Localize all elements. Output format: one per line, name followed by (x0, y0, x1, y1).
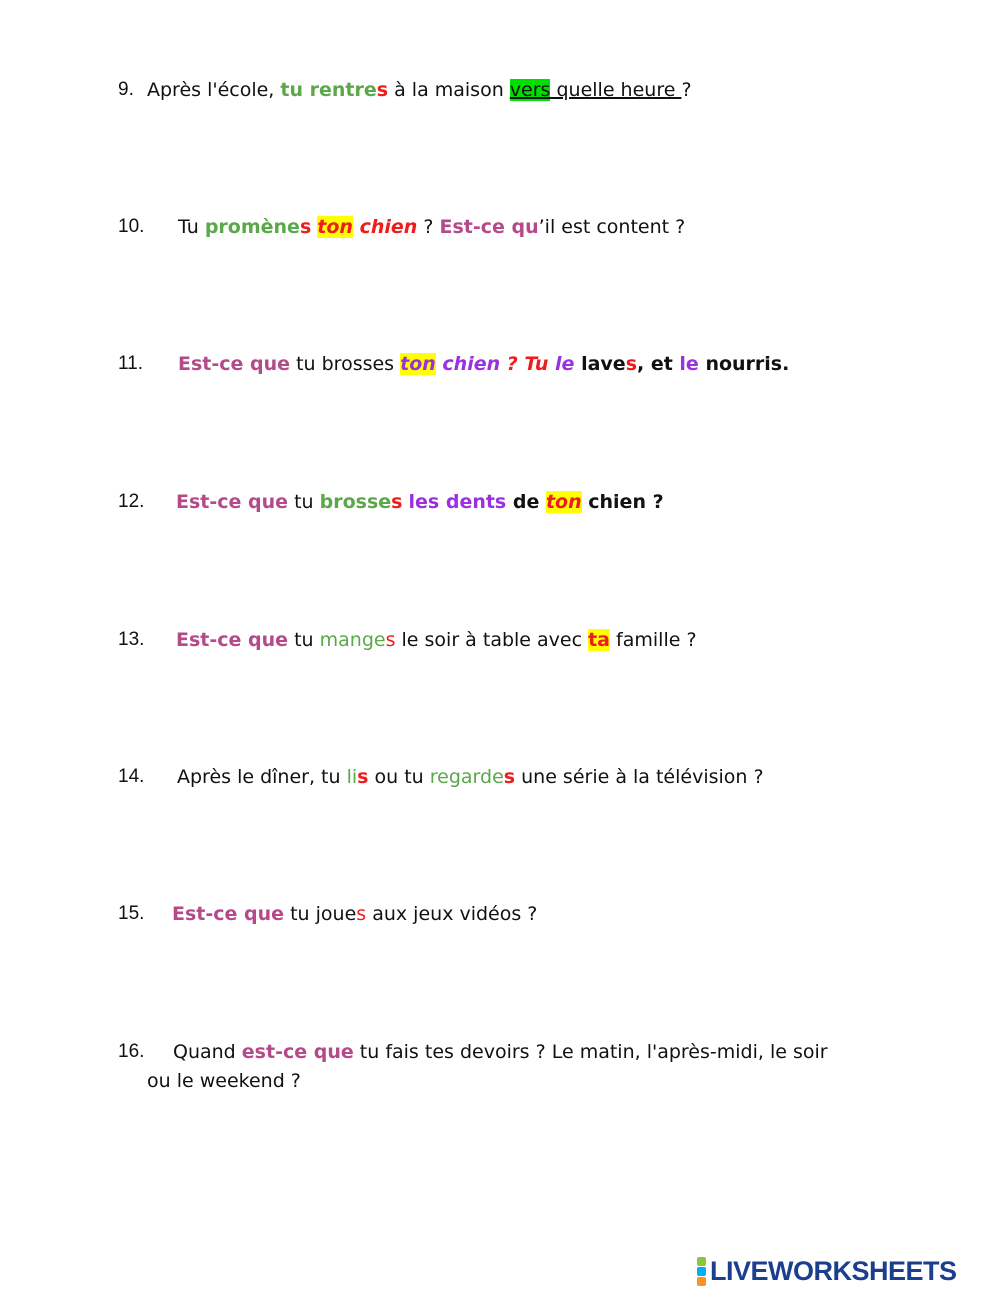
text-segment: tu rentre (280, 79, 377, 101)
text-segment: Est-ce que (178, 353, 291, 375)
text-segment: à la maison (388, 79, 510, 101)
question-number: 13. (118, 629, 145, 650)
question-text (177, 764, 764, 790)
text-segment: ? Tu (500, 353, 556, 375)
question-number: 14. (118, 766, 145, 787)
text-segment: quelle heure (550, 79, 682, 101)
liveworksheets-logo[interactable] (697, 1256, 957, 1286)
text-segment: Tu (178, 216, 205, 238)
question-number: 10. (118, 216, 145, 237)
question-text (178, 214, 685, 240)
text-segment: ? (681, 79, 692, 101)
text-segment: ton (317, 216, 353, 238)
question-text (173, 1039, 828, 1065)
text-segment: le (555, 353, 575, 375)
text-segment: tu (288, 491, 320, 513)
text-segment: est-ce que (241, 1041, 354, 1063)
text-segment: une série à la télévision ? (515, 766, 764, 788)
question-number: 15. (118, 903, 145, 924)
text-segment: nourris. (698, 353, 790, 375)
text-segment: s (385, 629, 396, 651)
question-number: 11. (118, 353, 144, 374)
question-text (178, 351, 789, 377)
question-text (176, 627, 697, 653)
logo-block (697, 1277, 706, 1286)
text-segment: de (506, 491, 546, 513)
text-segment: tu brosses (290, 353, 401, 375)
logo-mark-icon (697, 1257, 706, 1286)
question-number: 16. (118, 1041, 145, 1062)
question-text (147, 1068, 301, 1094)
text-segment: s (356, 903, 367, 925)
text-segment: ta (588, 629, 610, 651)
text-segment: Est-ce que (176, 629, 289, 651)
text-segment: le (679, 353, 699, 375)
text-segment: Quand (173, 1041, 242, 1063)
text-segment: brosse (319, 491, 392, 513)
text-segment: ’il est content ? (538, 216, 686, 238)
logo-block (697, 1257, 706, 1266)
question-number: 12. (118, 491, 145, 512)
text-segment: promène (204, 216, 300, 238)
text-segment: s (376, 79, 389, 101)
text-segment: les dents (408, 491, 507, 513)
text-segment: ton (545, 491, 582, 513)
text-segment: chien ? (581, 491, 664, 513)
text-segment: s (357, 766, 369, 788)
text-segment: ou tu (368, 766, 430, 788)
text-segment: aux jeux vidéos ? (366, 903, 538, 925)
text-segment: Est-ce qu (439, 216, 539, 238)
text-segment: mange (319, 629, 386, 651)
question-text (172, 901, 537, 927)
text-segment: s (625, 353, 637, 375)
text-segment: ? (417, 216, 440, 238)
text-segment: ou le weekend ? (147, 1070, 301, 1092)
text-segment: tu joue (284, 903, 357, 925)
text-segment: s (391, 491, 403, 513)
question-text (147, 77, 692, 103)
text-segment: tu fais tes devoirs ? Le matin, l'après-midi, le soir (353, 1041, 828, 1063)
text-segment: le soir à table avec (395, 629, 589, 651)
question-text (176, 489, 664, 515)
text-segment: Est-ce que (172, 903, 285, 925)
text-segment: vers (509, 79, 551, 101)
text-segment: s (299, 216, 312, 238)
text-segment: Après l'école, (147, 79, 281, 101)
text-segment: Est-ce que (176, 491, 289, 513)
text-segment: tu (288, 629, 320, 651)
logo-text: LIVEWORKSHEETS (710, 1255, 957, 1286)
text-segment: s (503, 766, 516, 788)
text-segment: chien (435, 353, 501, 375)
text-segment: chien (352, 216, 418, 238)
text-segment: Après le dîner, tu (177, 766, 347, 788)
text-segment: famille ? (610, 629, 697, 651)
question-number: 9. (118, 79, 134, 100)
text-segment: , et (637, 353, 680, 375)
text-segment: regarde (429, 766, 504, 788)
text-segment: li (346, 766, 358, 788)
text-segment: ton (400, 353, 436, 375)
logo-block (697, 1267, 706, 1276)
text-segment: lave (574, 353, 626, 375)
